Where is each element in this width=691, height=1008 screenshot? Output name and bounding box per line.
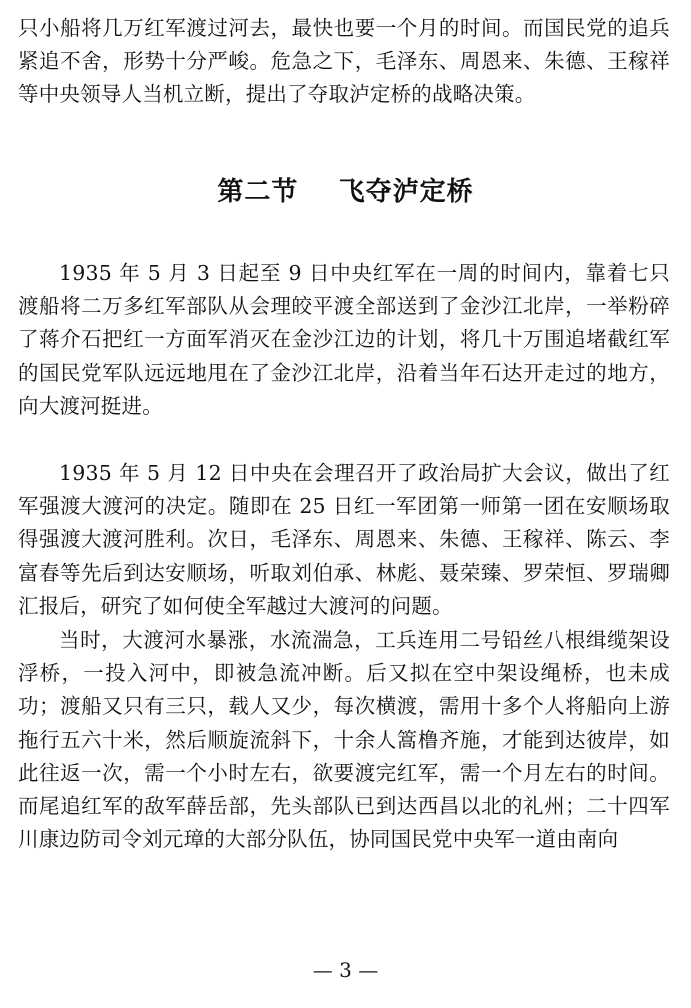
paragraph-1: 1935 年 5 月 3 日起至 9 日中央红军在一周的时间内，靠着七只渡船将二万多红军部队从会理皎平渡全部送到了金沙江北岸，一举粉碎了蒋介石把红一方面军消灭在金沙江边的计划，将几十万围追堵截红军的国民党军队远远地甩在了金沙江北岸，沿着当年石达开走过的地方，向大渡河挺进。	[18, 261, 670, 418]
page-number: — 3 —	[312, 958, 379, 982]
section-heading: 第二节 飞夺泸定桥	[217, 177, 474, 207]
paragraph-intro: 只小船将几万红军渡过河去，最快也要一个月的时间。而国民党的追兵紧追不舍，形势十分严峻。危急之下，毛泽东、周恩来、朱德、王稼祥等中央领导人当机立断，提出了夺取泸定桥的战略决策。	[18, 16, 670, 107]
paragraph-2: 1935 年 5 月 12 日中央在会理召开了政治局扩大会议，做出了红军强渡大渡河的决定。随即在 25 日红一军团第一师第一团在安顺场取得强渡大渡河胜利。次日，毛泽东、周恩来、朱德、王稼祥、陈云、李富春等先后到达安顺场，听取刘伯承、林彪、聂荣臻、罗荣恒、罗瑞卿汇报后，研究了如何使全军越过大渡河的问题。	[18, 461, 670, 618]
paragraph-3: 当时，大渡河水暴涨，水流湍急，工兵连用二号铅丝八根缉缆架设浮桥，一投入河中，即被急流冲断。后又拟在空中架设绳桥，也未成功；渡船又只有三只，载人又少，每次横渡，需用十多个人将船向上游拖行五六十米，然后顺旋流斜下，十余人篙橹齐施，才能到达彼岸，如此往返一次，需一个小时左右，欲要渡完红军，需一个月左右的时间。而尾追红军的敌军薛岳部，先头部队已到达西昌以北的礼州；二十四军川康边防司令刘元璋的大部分队伍，协同国民党中央军一道由南向	[18, 628, 670, 852]
